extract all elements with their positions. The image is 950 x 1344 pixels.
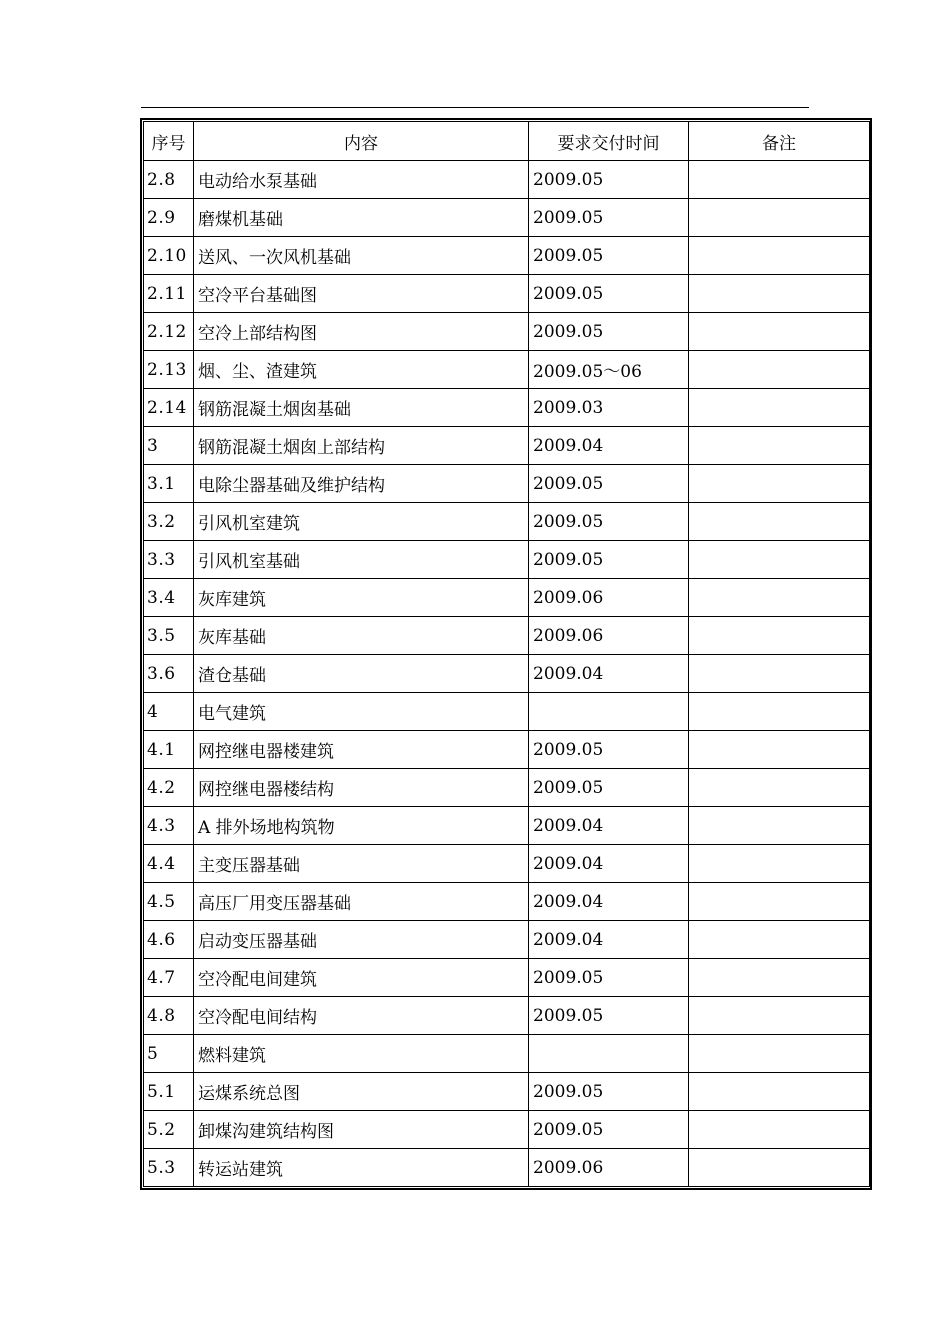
- cell-content: 空冷上部结构图: [194, 313, 529, 351]
- cell-remark: [689, 1111, 870, 1149]
- table-row: [144, 161, 870, 199]
- cell-due: 2009.05: [529, 541, 689, 579]
- cell-content: 灰库建筑: [194, 579, 529, 617]
- cell-remark: [689, 427, 870, 465]
- cell-content: 网控继电器楼建筑: [194, 731, 529, 769]
- table-row: [144, 351, 870, 389]
- cell-content: 电气建筑: [194, 693, 529, 731]
- cell-content: 空冷平台基础图: [194, 275, 529, 313]
- cell-content: 灰库基础: [194, 617, 529, 655]
- table-row: [144, 1149, 870, 1187]
- cell-content: 电动给水泵基础: [194, 161, 529, 199]
- cell-no: 2.10: [144, 237, 194, 275]
- cell-no: 2.14: [144, 389, 194, 427]
- table-row: [144, 275, 870, 313]
- cell-due: 2009.06: [529, 1149, 689, 1187]
- table-header-row: [144, 122, 870, 161]
- cell-no: 3.6: [144, 655, 194, 693]
- cell-due: 2009.05: [529, 997, 689, 1035]
- cell-content: 网控继电器楼结构: [194, 769, 529, 807]
- cell-no: 5.2: [144, 1111, 194, 1149]
- cell-no: 4.8: [144, 997, 194, 1035]
- header-remark: 备注: [689, 122, 870, 161]
- cell-due: 2009.05: [529, 1073, 689, 1111]
- cell-content: A 排外场地构筑物: [194, 807, 529, 845]
- table-row: [144, 959, 870, 997]
- cell-no: 4: [144, 693, 194, 731]
- cell-remark: [689, 579, 870, 617]
- table-row: [144, 655, 870, 693]
- cell-no: 5.1: [144, 1073, 194, 1111]
- cell-no: 2.9: [144, 199, 194, 237]
- cell-no: 4.6: [144, 921, 194, 959]
- cell-due: [529, 1035, 689, 1073]
- cell-due: 2009.05: [529, 275, 689, 313]
- cell-remark: [689, 313, 870, 351]
- cell-no: 4.2: [144, 769, 194, 807]
- cell-no: 4.5: [144, 883, 194, 921]
- cell-due: 2009.05: [529, 313, 689, 351]
- cell-remark: [689, 617, 870, 655]
- table-row: [144, 389, 870, 427]
- cell-remark: [689, 883, 870, 921]
- cell-due: 2009.04: [529, 883, 689, 921]
- cell-due: 2009.06: [529, 617, 689, 655]
- cell-due: 2009.05: [529, 769, 689, 807]
- cell-due: 2009.04: [529, 921, 689, 959]
- cell-remark: [689, 769, 870, 807]
- cell-content: 空冷配电间结构: [194, 997, 529, 1035]
- table-row: [144, 769, 870, 807]
- cell-remark: [689, 921, 870, 959]
- header-no: 序号: [144, 122, 194, 161]
- cell-remark: [689, 731, 870, 769]
- table-row: [144, 845, 870, 883]
- cell-content: 主变压器基础: [194, 845, 529, 883]
- cell-content: 空冷配电间建筑: [194, 959, 529, 997]
- table-row: [144, 1111, 870, 1149]
- cell-no: 4.7: [144, 959, 194, 997]
- cell-remark: [689, 161, 870, 199]
- cell-remark: [689, 1149, 870, 1187]
- cell-due: 2009.04: [529, 655, 689, 693]
- cell-due: 2009.05: [529, 161, 689, 199]
- cell-remark: [689, 465, 870, 503]
- cell-no: 5: [144, 1035, 194, 1073]
- table-row: [144, 617, 870, 655]
- cell-no: 2.8: [144, 161, 194, 199]
- cell-due: 2009.05: [529, 731, 689, 769]
- cell-content: 引风机室建筑: [194, 503, 529, 541]
- cell-no: 4.4: [144, 845, 194, 883]
- delivery-schedule-table: [143, 121, 870, 1187]
- cell-due: 2009.04: [529, 427, 689, 465]
- cell-content: 运煤系统总图: [194, 1073, 529, 1111]
- cell-content: 送风、一次风机基础: [194, 237, 529, 275]
- cell-due: 2009.05～06: [529, 351, 689, 389]
- cell-remark: [689, 275, 870, 313]
- table-row: [144, 199, 870, 237]
- cell-due: 2009.03: [529, 389, 689, 427]
- cell-due: 2009.05: [529, 237, 689, 275]
- table-row: [144, 465, 870, 503]
- cell-remark: [689, 389, 870, 427]
- table-row: [144, 693, 870, 731]
- cell-no: 2.11: [144, 275, 194, 313]
- table-row: [144, 731, 870, 769]
- cell-remark: [689, 199, 870, 237]
- page-header-rule: [141, 107, 809, 108]
- cell-remark: [689, 237, 870, 275]
- cell-content: 钢筋混凝土烟囱上部结构: [194, 427, 529, 465]
- cell-content: 渣仓基础: [194, 655, 529, 693]
- cell-due: 2009.05: [529, 1111, 689, 1149]
- cell-content: 燃料建筑: [194, 1035, 529, 1073]
- cell-remark: [689, 503, 870, 541]
- cell-content: 高压厂用变压器基础: [194, 883, 529, 921]
- cell-no: 3.4: [144, 579, 194, 617]
- header-content: 内容: [194, 122, 529, 161]
- cell-content: 启动变压器基础: [194, 921, 529, 959]
- cell-content: 转运站建筑: [194, 1149, 529, 1187]
- cell-content: 磨煤机基础: [194, 199, 529, 237]
- cell-content: 电除尘器基础及维护结构: [194, 465, 529, 503]
- cell-no: 3.1: [144, 465, 194, 503]
- cell-remark: [689, 693, 870, 731]
- table-row: [144, 997, 870, 1035]
- table-row: [144, 503, 870, 541]
- table-row: [144, 807, 870, 845]
- table-body: [144, 161, 870, 1187]
- table-row: [144, 1035, 870, 1073]
- cell-due: 2009.05: [529, 199, 689, 237]
- table-row: [144, 313, 870, 351]
- cell-remark: [689, 845, 870, 883]
- table-row: [144, 541, 870, 579]
- cell-due: [529, 693, 689, 731]
- cell-remark: [689, 807, 870, 845]
- cell-no: 4.1: [144, 731, 194, 769]
- cell-due: 2009.05: [529, 503, 689, 541]
- cell-remark: [689, 959, 870, 997]
- cell-no: 3.3: [144, 541, 194, 579]
- cell-remark: [689, 351, 870, 389]
- cell-remark: [689, 1073, 870, 1111]
- cell-due: 2009.05: [529, 465, 689, 503]
- cell-content: 烟、尘、渣建筑: [194, 351, 529, 389]
- cell-content: 卸煤沟建筑结构图: [194, 1111, 529, 1149]
- cell-no: 3.2: [144, 503, 194, 541]
- cell-no: 3: [144, 427, 194, 465]
- cell-remark: [689, 541, 870, 579]
- cell-remark: [689, 997, 870, 1035]
- schedule-table-frame: [140, 118, 872, 1190]
- table-row: [144, 883, 870, 921]
- cell-content: 钢筋混凝土烟囱基础: [194, 389, 529, 427]
- cell-no: 4.3: [144, 807, 194, 845]
- cell-content: 引风机室基础: [194, 541, 529, 579]
- cell-due: 2009.05: [529, 959, 689, 997]
- header-due: 要求交付时间: [529, 122, 689, 161]
- cell-due: 2009.04: [529, 845, 689, 883]
- cell-due: 2009.06: [529, 579, 689, 617]
- cell-no: 2.13: [144, 351, 194, 389]
- table-row: [144, 579, 870, 617]
- cell-due: 2009.04: [529, 807, 689, 845]
- table-row: [144, 921, 870, 959]
- cell-no: 5.3: [144, 1149, 194, 1187]
- cell-no: 2.12: [144, 313, 194, 351]
- cell-remark: [689, 1035, 870, 1073]
- table-row: [144, 1073, 870, 1111]
- cell-no: 3.5: [144, 617, 194, 655]
- cell-remark: [689, 655, 870, 693]
- table-row: [144, 237, 870, 275]
- table-row: [144, 427, 870, 465]
